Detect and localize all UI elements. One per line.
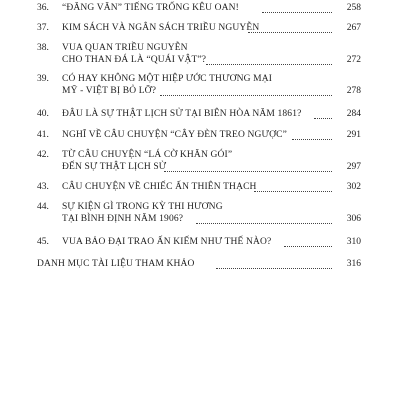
entry-number: 41. <box>37 130 49 140</box>
entry-title: CÂU CHUYỆN VỀ CHIẾC ẤN THIÊN THẠCH <box>62 182 257 192</box>
entry-page: 278 <box>346 86 361 96</box>
entry-title-line1: VUA QUAN TRIỀU NGUYỄN <box>62 43 188 53</box>
entry-page: 272 <box>346 55 361 65</box>
dot-leader <box>314 118 332 119</box>
entry-title-line2: CHO THAN ĐÁ LÀ “QUÁI VẬT”? <box>62 55 207 65</box>
entry-page: 297 <box>346 162 361 172</box>
entry-number: 39. <box>37 74 49 84</box>
entry-number: 40. <box>37 109 49 119</box>
dot-leader <box>164 171 332 172</box>
entry-page: 302 <box>346 182 361 192</box>
entry-page: 310 <box>346 237 361 247</box>
entry-number: 45. <box>37 237 49 247</box>
entry-title-line2: MỸ - VIỆT BỊ BỎ LỠ? <box>62 86 157 96</box>
entry-title-line2: TẠI BÌNH ĐỊNH NĂM 1906? <box>62 214 184 224</box>
entry-title-line2: ĐẾN SỰ THẬT LỊCH SỬ <box>62 162 167 172</box>
references-title: DANH MỤC TÀI LIỆU THAM KHẢO <box>37 259 195 269</box>
dot-leader <box>292 139 332 140</box>
entry-title: NGHĨ VỀ CÂU CHUYỆN “CÂY ĐÈN TREO NGƯỢC” <box>62 130 287 140</box>
entry-title: VUA BẢO ĐẠI TRAO ẤN KIẾM NHƯ THẾ NÀO? <box>62 237 272 247</box>
entry-title: KIM SÁCH VÀ NGÂN SÁCH TRIỀU NGUYỄN <box>62 23 260 33</box>
dot-leader <box>254 191 332 192</box>
entry-number: 44. <box>37 202 49 212</box>
entry-title-line1: SỰ KIỆN GÌ TRONG KỲ THI HƯƠNG <box>62 202 223 212</box>
entry-number: 42. <box>37 150 49 160</box>
dot-leader <box>248 32 332 33</box>
dot-leader <box>160 95 332 96</box>
entry-title-line1: CÓ HAY KHÔNG MỘT HIỆP ƯỚC THƯƠNG MẠI <box>62 74 273 84</box>
entry-title: ĐÂU LÀ SỰ THẬT LỊCH SỬ TẠI BIÊN HÒA NĂM 1861? <box>62 109 302 119</box>
entry-page: 258 <box>346 3 361 13</box>
dot-leader <box>206 64 332 65</box>
entry-page: 291 <box>346 130 361 140</box>
entry-number: 43. <box>37 182 49 192</box>
entry-title-line1: TỪ CÂU CHUYỆN “LÁ CỜ KHĂN GÓI” <box>62 150 233 160</box>
entry-title: “ĐĂNG VĂN” TIẾNG TRỐNG KÊU OAN! <box>62 3 239 13</box>
dot-leader <box>196 223 332 224</box>
entry-number: 36. <box>37 3 49 13</box>
dot-leader <box>262 12 332 13</box>
references-page: 316 <box>346 259 361 269</box>
dot-leader <box>216 268 332 269</box>
dot-leader <box>284 246 332 247</box>
entry-page: 306 <box>346 214 361 224</box>
entry-number: 38. <box>37 43 49 53</box>
entry-page: 267 <box>346 23 361 33</box>
entry-page: 284 <box>346 109 361 119</box>
entry-number: 37. <box>37 23 49 33</box>
